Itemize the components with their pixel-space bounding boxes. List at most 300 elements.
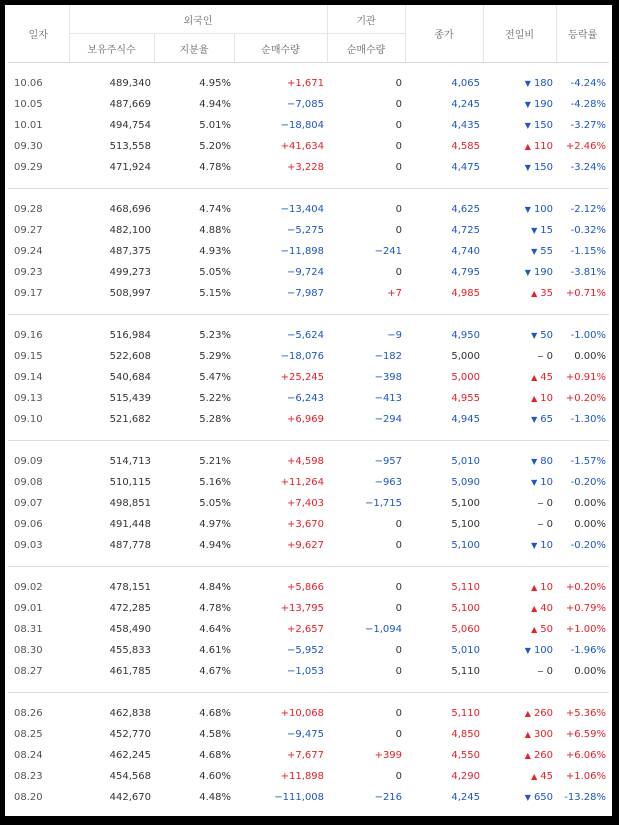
cell-ratio: 4.68% <box>199 750 231 761</box>
cell-holdings: 491,448 <box>109 519 151 530</box>
cell-inst-net: 0 <box>395 141 403 152</box>
change-value: 65 <box>540 414 554 425</box>
cell-inst-net: 0 <box>395 78 403 89</box>
cell-inst-net: +7 <box>387 288 403 299</box>
table-row <box>8 766 609 787</box>
cell-foreign-net: +2,657 <box>287 624 325 635</box>
cell-foreign-net: +5,866 <box>287 582 325 593</box>
cell-rate: +6.06% <box>565 750 607 761</box>
change-value: 110 <box>533 141 554 152</box>
cell-holdings: 522,608 <box>109 351 151 362</box>
table-row <box>8 493 609 514</box>
cell-rate: -1.30% <box>570 414 607 425</box>
cell-change <box>483 598 556 619</box>
change-value: 10 <box>540 582 554 593</box>
cell-close: 4,290 <box>451 771 481 782</box>
cell-rate: -3.81% <box>570 267 607 278</box>
cell-ratio: 4.60% <box>199 771 231 782</box>
cell-ratio: 5.05% <box>199 267 231 278</box>
table-row <box>8 745 609 766</box>
cell-ratio: 4.67% <box>199 666 231 677</box>
cell-close: 4,955 <box>451 393 481 404</box>
cell-holdings: 515,439 <box>109 393 151 404</box>
cell-change <box>483 619 556 640</box>
cell-holdings: 514,713 <box>109 456 151 467</box>
change-value: 190 <box>533 99 554 110</box>
cell-inst-net: −241 <box>374 246 403 257</box>
cell-close: 4,065 <box>451 78 481 89</box>
cell-close: 5,010 <box>451 645 481 656</box>
cell-inst-net: 0 <box>395 204 403 215</box>
cell-ratio: 4.94% <box>199 540 231 551</box>
cell-close: 4,245 <box>451 99 481 110</box>
triangle-down-icon: ▼ <box>531 247 538 256</box>
cell-holdings: 521,682 <box>109 414 151 425</box>
cell-date: 09.15 <box>14 351 43 362</box>
table-row <box>8 241 609 262</box>
cell-close: 5,060 <box>451 624 481 635</box>
change-value: 180 <box>533 78 554 89</box>
cell-date: 09.23 <box>14 267 43 278</box>
cell-rate: +6.59% <box>565 729 607 740</box>
change-value: 40 <box>540 603 554 614</box>
cell-ratio: 4.58% <box>199 729 231 740</box>
change-value: 0 <box>546 351 554 362</box>
table-row <box>8 115 609 136</box>
table-row <box>8 472 609 493</box>
cell-holdings: 513,558 <box>109 141 151 152</box>
cell-date: 09.30 <box>14 141 43 152</box>
change-value: 50 <box>540 330 554 341</box>
triangle-down-icon: ▼ <box>524 79 531 88</box>
trading-table <box>8 5 609 808</box>
cell-ratio: 5.16% <box>199 477 231 488</box>
cell-change <box>483 73 556 94</box>
cell-holdings: 458,490 <box>109 624 151 635</box>
cell-foreign-net: +7,403 <box>287 498 325 509</box>
triangle-up-icon: ▲ <box>524 709 531 718</box>
cell-ratio: 4.88% <box>199 225 231 236</box>
change-value: 190 <box>533 267 554 278</box>
change-value: 10 <box>540 477 554 488</box>
header-foreign: 외국인 <box>69 5 327 34</box>
triangle-down-icon: ▼ <box>531 226 538 235</box>
change-value: 100 <box>533 645 554 656</box>
cell-inst-net: 0 <box>395 519 403 530</box>
cell-foreign-net: +6,969 <box>287 414 325 425</box>
cell-date: 09.16 <box>14 330 43 341</box>
change-value: 0 <box>546 519 554 530</box>
cell-rate: +0.91% <box>565 372 607 383</box>
triangle-up-icon: ▲ <box>531 394 538 403</box>
cell-change <box>483 220 556 241</box>
triangle-up-icon: ▲ <box>524 751 531 760</box>
cell-ratio: 5.21% <box>199 456 231 467</box>
cell-change <box>483 388 556 409</box>
header-rate: 등락률 <box>556 5 609 63</box>
cell-rate: -1.00% <box>570 330 607 341</box>
cell-close: 5,110 <box>451 582 481 593</box>
triangle-up-icon: ▲ <box>531 583 538 592</box>
change-value: 150 <box>533 162 554 173</box>
cell-inst-net: −216 <box>374 792 403 803</box>
cell-date: 09.29 <box>14 162 43 173</box>
foreign-institution-trading-panel <box>5 5 612 816</box>
triangle-up-icon: ▲ <box>524 730 531 739</box>
cell-rate: -1.15% <box>570 246 607 257</box>
cell-foreign-net: +4,598 <box>287 456 325 467</box>
change-value: 45 <box>540 372 554 383</box>
cell-holdings: 462,838 <box>109 708 151 719</box>
table-row <box>8 577 609 598</box>
cell-date: 08.20 <box>14 792 43 803</box>
table-row <box>8 346 609 367</box>
cell-date: 10.05 <box>14 99 43 110</box>
cell-rate: +5.36% <box>565 708 607 719</box>
cell-ratio: 4.61% <box>199 645 231 656</box>
change-value: 0 <box>546 498 554 509</box>
cell-close: 4,850 <box>451 729 481 740</box>
triangle-down-icon: ▼ <box>524 205 531 214</box>
cell-inst-net: 0 <box>395 645 403 656</box>
cell-holdings: 499,273 <box>109 267 151 278</box>
cell-rate: -3.24% <box>570 162 607 173</box>
cell-change <box>483 640 556 661</box>
cell-holdings: 508,997 <box>109 288 151 299</box>
cell-ratio: 4.68% <box>199 708 231 719</box>
change-value: 10 <box>540 540 554 551</box>
cell-change <box>483 703 556 724</box>
cell-change <box>483 115 556 136</box>
table-row <box>8 283 609 304</box>
cell-holdings: 498,851 <box>109 498 151 509</box>
table-row <box>8 367 609 388</box>
cell-inst-net: −1,715 <box>365 498 403 509</box>
cell-rate: -1.96% <box>570 645 607 656</box>
cell-date: 09.24 <box>14 246 43 257</box>
cell-ratio: 4.97% <box>199 519 231 530</box>
cell-inst-net: 0 <box>395 99 403 110</box>
cell-change <box>483 157 556 178</box>
triangle-down-icon: ▼ <box>531 331 538 340</box>
cell-rate: +0.20% <box>565 393 607 404</box>
cell-close: 5,000 <box>451 351 481 362</box>
cell-date: 09.10 <box>14 414 43 425</box>
triangle-down-icon: ▼ <box>531 415 538 424</box>
cell-rate: 0.00% <box>574 519 607 530</box>
cell-inst-net: −963 <box>374 477 403 488</box>
change-value: 100 <box>533 204 554 215</box>
cell-close: 4,795 <box>451 267 481 278</box>
cell-ratio: 5.22% <box>199 393 231 404</box>
cell-inst-net: 0 <box>395 540 403 551</box>
cell-close: 4,740 <box>451 246 481 257</box>
cell-inst-net: −294 <box>374 414 403 425</box>
table-row <box>8 451 609 472</box>
cell-date: 09.17 <box>14 288 43 299</box>
cell-ratio: 4.74% <box>199 204 231 215</box>
triangle-up-icon: ▲ <box>531 625 538 634</box>
cell-rate: -2.12% <box>570 204 607 215</box>
cell-inst-net: 0 <box>395 225 403 236</box>
table-row <box>8 157 609 178</box>
cell-rate: 0.00% <box>574 498 607 509</box>
cell-date: 09.07 <box>14 498 43 509</box>
cell-change <box>483 514 556 535</box>
cell-change <box>483 367 556 388</box>
cell-date: 08.24 <box>14 750 43 761</box>
cell-change <box>483 493 556 514</box>
triangle-up-icon: ▲ <box>531 772 538 781</box>
cell-foreign-net: −7,987 <box>287 288 325 299</box>
table-row <box>8 73 609 94</box>
change-value: 650 <box>533 792 554 803</box>
cell-close: 4,245 <box>451 792 481 803</box>
cell-holdings: 462,245 <box>109 750 151 761</box>
cell-foreign-net: +3,670 <box>287 519 325 530</box>
dash-icon: − <box>536 520 544 529</box>
triangle-down-icon: ▼ <box>531 478 538 487</box>
cell-close: 5,110 <box>451 666 481 677</box>
change-value: 150 <box>533 120 554 131</box>
cell-holdings: 516,984 <box>109 330 151 341</box>
triangle-down-icon: ▼ <box>524 121 531 130</box>
cell-change <box>483 451 556 472</box>
header-institution: 기관 <box>327 5 405 34</box>
cell-holdings: 510,115 <box>109 477 151 488</box>
cell-close: 5,110 <box>451 708 481 719</box>
cell-ratio: 5.01% <box>199 120 231 131</box>
cell-ratio: 4.78% <box>199 603 231 614</box>
cell-date: 09.27 <box>14 225 43 236</box>
cell-ratio: 4.78% <box>199 162 231 173</box>
cell-change <box>483 472 556 493</box>
cell-change <box>483 262 556 283</box>
cell-change <box>483 409 556 430</box>
cell-holdings: 452,770 <box>109 729 151 740</box>
cell-close: 4,950 <box>451 330 481 341</box>
cell-holdings: 487,375 <box>109 246 151 257</box>
cell-foreign-net: +13,795 <box>280 603 325 614</box>
table-row <box>8 409 609 430</box>
cell-holdings: 455,833 <box>109 645 151 656</box>
table-row <box>8 94 609 115</box>
cell-rate: +1.06% <box>565 771 607 782</box>
cell-close: 4,550 <box>451 750 481 761</box>
cell-foreign-net: +41,634 <box>280 141 325 152</box>
cell-rate: +0.71% <box>565 288 607 299</box>
cell-ratio: 5.23% <box>199 330 231 341</box>
cell-ratio: 5.15% <box>199 288 231 299</box>
cell-date: 08.30 <box>14 645 43 656</box>
cell-inst-net: −1,094 <box>365 624 403 635</box>
cell-date: 10.06 <box>14 78 43 89</box>
cell-date: 08.23 <box>14 771 43 782</box>
cell-rate: -13.28% <box>564 792 607 803</box>
cell-ratio: 4.84% <box>199 582 231 593</box>
cell-ratio: 4.95% <box>199 78 231 89</box>
table-row <box>8 514 609 535</box>
cell-foreign-net: −5,952 <box>287 645 325 656</box>
cell-date: 08.25 <box>14 729 43 740</box>
change-value: 45 <box>540 771 554 782</box>
cell-foreign-net: −9,724 <box>287 267 325 278</box>
table-header <box>8 5 609 63</box>
change-value: 55 <box>540 246 554 257</box>
cell-holdings: 489,340 <box>109 78 151 89</box>
triangle-up-icon: ▲ <box>531 373 538 382</box>
cell-holdings: 471,924 <box>109 162 151 173</box>
cell-inst-net: 0 <box>395 771 403 782</box>
cell-holdings: 472,285 <box>109 603 151 614</box>
change-value: 35 <box>540 288 554 299</box>
cell-foreign-net: +11,898 <box>280 771 325 782</box>
table-row <box>8 619 609 640</box>
cell-close: 5,000 <box>451 372 481 383</box>
cell-inst-net: −957 <box>374 456 403 467</box>
cell-change <box>483 199 556 220</box>
cell-foreign-net: −5,624 <box>287 330 325 341</box>
cell-date: 09.06 <box>14 519 43 530</box>
triangle-down-icon: ▼ <box>531 457 538 466</box>
table-row <box>8 703 609 724</box>
cell-change <box>483 766 556 787</box>
dash-icon: − <box>536 352 544 361</box>
change-value: 80 <box>540 456 554 467</box>
cell-close: 4,435 <box>451 120 481 131</box>
cell-date: 09.28 <box>14 204 43 215</box>
cell-close: 5,090 <box>451 477 481 488</box>
cell-ratio: 4.64% <box>199 624 231 635</box>
cell-holdings: 494,754 <box>109 120 151 131</box>
table-row <box>8 535 609 556</box>
cell-holdings: 540,684 <box>109 372 151 383</box>
cell-inst-net: 0 <box>395 729 403 740</box>
cell-rate: 0.00% <box>574 351 607 362</box>
cell-change <box>483 745 556 766</box>
cell-foreign-net: +10,068 <box>280 708 325 719</box>
cell-rate: +0.79% <box>565 603 607 614</box>
cell-close: 5,010 <box>451 456 481 467</box>
cell-rate: +1.00% <box>565 624 607 635</box>
cell-ratio: 4.94% <box>199 99 231 110</box>
cell-inst-net: −398 <box>374 372 403 383</box>
cell-foreign-net: +11,264 <box>280 477 325 488</box>
cell-date: 09.14 <box>14 372 43 383</box>
triangle-down-icon: ▼ <box>524 268 531 277</box>
table-row <box>8 640 609 661</box>
table-row <box>8 136 609 157</box>
cell-change <box>483 661 556 682</box>
cell-date: 09.03 <box>14 540 43 551</box>
cell-inst-net: 0 <box>395 666 403 677</box>
cell-close: 5,100 <box>451 519 481 530</box>
change-value: 10 <box>540 393 554 404</box>
table-row <box>8 262 609 283</box>
cell-rate: -3.27% <box>570 120 607 131</box>
cell-close: 4,945 <box>451 414 481 425</box>
cell-foreign-net: +25,245 <box>280 372 325 383</box>
table-row <box>8 325 609 346</box>
cell-foreign-net: −9,475 <box>287 729 325 740</box>
cell-rate: -0.20% <box>570 477 607 488</box>
cell-holdings: 482,100 <box>109 225 151 236</box>
dash-icon: − <box>536 499 544 508</box>
dash-icon: − <box>536 667 544 676</box>
cell-inst-net: −9 <box>387 330 403 341</box>
triangle-down-icon: ▼ <box>524 793 531 802</box>
cell-date: 08.27 <box>14 666 43 677</box>
cell-foreign-net: −111,008 <box>274 792 325 803</box>
cell-foreign-net: −13,404 <box>280 204 325 215</box>
cell-foreign-net: −6,243 <box>287 393 325 404</box>
cell-ratio: 5.29% <box>199 351 231 362</box>
cell-holdings: 478,151 <box>109 582 151 593</box>
change-value: 0 <box>546 666 554 677</box>
cell-close: 5,100 <box>451 498 481 509</box>
header-holdings: 보유주식수 <box>69 34 154 63</box>
cell-foreign-net: −5,275 <box>287 225 325 236</box>
cell-change <box>483 787 556 808</box>
header-ratio: 지분율 <box>154 34 234 63</box>
cell-rate: +0.20% <box>565 582 607 593</box>
table-row <box>8 388 609 409</box>
cell-date: 08.31 <box>14 624 43 635</box>
cell-holdings: 487,669 <box>109 99 151 110</box>
cell-change <box>483 94 556 115</box>
cell-date: 09.01 <box>14 603 43 614</box>
cell-date: 10.01 <box>14 120 43 131</box>
cell-ratio: 5.20% <box>199 141 231 152</box>
cell-rate: 0.00% <box>574 666 607 677</box>
cell-change <box>483 346 556 367</box>
cell-date: 09.08 <box>14 477 43 488</box>
cell-foreign-net: +1,671 <box>287 78 325 89</box>
cell-inst-net: −413 <box>374 393 403 404</box>
cell-inst-net: 0 <box>395 603 403 614</box>
change-value: 260 <box>533 708 554 719</box>
table-row <box>8 199 609 220</box>
cell-holdings: 487,778 <box>109 540 151 551</box>
table-row <box>8 787 609 808</box>
cell-rate: -4.24% <box>570 78 607 89</box>
cell-ratio: 4.48% <box>199 792 231 803</box>
change-value: 260 <box>533 750 554 761</box>
cell-ratio: 5.05% <box>199 498 231 509</box>
cell-change <box>483 535 556 556</box>
cell-inst-net: 0 <box>395 267 403 278</box>
cell-foreign-net: −11,898 <box>280 246 325 257</box>
header-inst-net: 순매수량 <box>327 34 405 63</box>
cell-ratio: 4.93% <box>199 246 231 257</box>
cell-change <box>483 724 556 745</box>
cell-change <box>483 241 556 262</box>
change-value: 300 <box>533 729 554 740</box>
cell-change <box>483 577 556 598</box>
cell-inst-net: −182 <box>374 351 403 362</box>
cell-date: 09.13 <box>14 393 43 404</box>
header-foreign-net: 순매수량 <box>234 34 327 63</box>
cell-close: 4,625 <box>451 204 481 215</box>
table-row <box>8 724 609 745</box>
triangle-down-icon: ▼ <box>531 541 538 550</box>
cell-foreign-net: −1,053 <box>287 666 325 677</box>
cell-close: 4,725 <box>451 225 481 236</box>
cell-close: 5,100 <box>451 540 481 551</box>
cell-date: 09.02 <box>14 582 43 593</box>
cell-foreign-net: +9,627 <box>287 540 325 551</box>
cell-close: 5,100 <box>451 603 481 614</box>
